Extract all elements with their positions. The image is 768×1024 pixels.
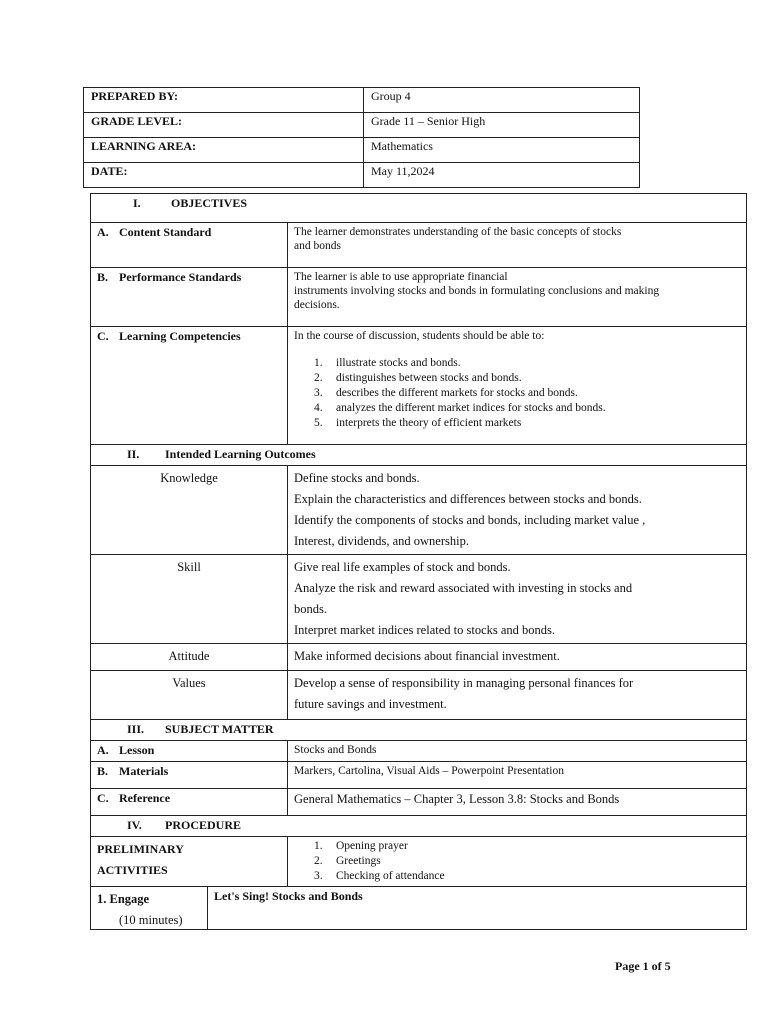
preliminary-activities bbox=[288, 837, 747, 887]
text-line: Identify the components of stocks and bonds, including market value , bbox=[294, 513, 646, 527]
text-line: Explain the characteristics and differences between stocks and bonds. bbox=[294, 492, 642, 506]
attitude-label: Attitude bbox=[91, 644, 288, 671]
attitude-text bbox=[288, 644, 747, 671]
prepared-by-label: PREPARED BY: bbox=[84, 88, 364, 113]
learning-area-value: Mathematics bbox=[364, 138, 640, 163]
list-item bbox=[314, 371, 740, 386]
lesson-label: Lesson bbox=[119, 743, 155, 757]
text-line: bonds. bbox=[294, 602, 327, 616]
text-line: Make informed decisions about financial investment. bbox=[294, 649, 560, 663]
section-subject-matter bbox=[91, 720, 747, 741]
engage-label: 1. Engage bbox=[97, 892, 150, 906]
list-marker: 2. bbox=[314, 855, 323, 867]
learning-competencies-label: Learning Competencies bbox=[119, 329, 241, 343]
engage-activity: Let's Sing! Stocks and Bonds bbox=[214, 889, 363, 903]
list-item-text: distinguishes between stocks and bonds. bbox=[336, 372, 522, 384]
row-letter: B. bbox=[97, 764, 109, 778]
text-line: ACTIVITIES bbox=[97, 863, 168, 877]
skill-label: Skill bbox=[91, 555, 288, 644]
reference-label: Reference bbox=[119, 791, 171, 805]
lesson-value: Stocks and Bonds bbox=[288, 741, 747, 762]
knowledge-row bbox=[91, 466, 747, 555]
grade-level-value: Grade 11 – Senior High bbox=[364, 113, 640, 138]
performance-standards-text bbox=[288, 268, 747, 327]
info-table bbox=[83, 87, 640, 188]
info-row bbox=[84, 88, 640, 113]
row-letter: A. bbox=[97, 225, 109, 239]
competencies-list bbox=[314, 356, 740, 431]
list-item-text: illustrate stocks and bonds. bbox=[336, 357, 461, 369]
grade-level-label: GRADE LEVEL: bbox=[84, 113, 364, 138]
learning-competencies-row bbox=[91, 327, 747, 445]
section-procedure bbox=[91, 816, 747, 837]
content-standard-label: Content Standard bbox=[119, 225, 212, 239]
preliminary-label bbox=[91, 837, 288, 887]
text-line: Develop a sense of responsibility in managing personal finances for bbox=[294, 676, 634, 690]
section-title: SUBJECT MATTER bbox=[165, 722, 274, 736]
row-letter: C. bbox=[97, 329, 109, 343]
text-line: Interpret market indices related to stocks and bonds. bbox=[294, 623, 556, 637]
text-line: future savings and investment. bbox=[294, 697, 447, 711]
skill-text bbox=[288, 555, 747, 644]
info-row bbox=[84, 138, 640, 163]
section-objectives bbox=[91, 194, 747, 223]
text-line: The learner is able to use appropriate financial bbox=[294, 271, 508, 283]
skill-row bbox=[91, 555, 747, 644]
row-letter: A. bbox=[97, 743, 109, 757]
section-number: II. bbox=[127, 447, 140, 461]
list-item bbox=[314, 386, 740, 401]
section-number: I. bbox=[133, 196, 141, 210]
date-label: DATE: bbox=[84, 163, 364, 188]
lesson-row bbox=[91, 741, 747, 762]
materials-row bbox=[91, 762, 747, 789]
attitude-row bbox=[91, 644, 747, 671]
list-marker: 3. bbox=[314, 870, 323, 882]
text-line: decisions. bbox=[294, 299, 340, 311]
list-marker: 3. bbox=[314, 387, 323, 399]
lesson-plan-table bbox=[90, 193, 747, 930]
info-row bbox=[84, 113, 640, 138]
list-item-text: interprets the theory of efficient markets bbox=[336, 417, 522, 429]
section-title: PROCEDURE bbox=[165, 818, 242, 832]
list-item-text: describes the different markets for stocks and bonds. bbox=[336, 387, 578, 399]
text-line: PRELIMINARY bbox=[97, 842, 184, 856]
section-number: III. bbox=[127, 722, 145, 736]
list-item-text: analyzes the different market indices for stocks and bonds. bbox=[336, 402, 606, 414]
list-marker: 2. bbox=[314, 372, 323, 384]
values-text bbox=[288, 671, 747, 720]
prepared-by-value: Group 4 bbox=[364, 88, 640, 113]
list-marker: 1. bbox=[314, 840, 323, 852]
values-label: Values bbox=[91, 671, 288, 720]
page-number: Page 1 of 5 bbox=[615, 959, 671, 973]
text-line: The learner demonstrates understanding of the basic concepts of stocks bbox=[294, 226, 622, 238]
values-row bbox=[91, 671, 747, 720]
section-outcomes bbox=[91, 445, 747, 466]
preliminary-row bbox=[91, 837, 747, 887]
list-item-text: Opening prayer bbox=[336, 840, 408, 852]
list-item bbox=[314, 839, 740, 854]
content-standard-row bbox=[91, 223, 747, 268]
engage-label-cell bbox=[91, 887, 208, 929]
row-letter: C. bbox=[97, 791, 109, 805]
engage-row bbox=[91, 887, 747, 930]
reference-value: General Mathematics – Chapter 3, Lesson 3.8: Stocks and Bonds bbox=[288, 789, 747, 816]
list-marker: 5. bbox=[314, 417, 323, 429]
competencies-intro: In the course of discussion, students should be able to: bbox=[294, 330, 545, 342]
performance-standards-label: Performance Standards bbox=[119, 270, 242, 284]
list-item bbox=[314, 401, 740, 416]
list-item bbox=[314, 869, 740, 884]
list-marker: 1. bbox=[314, 357, 323, 369]
date-value: May 11,2024 bbox=[364, 163, 640, 188]
reference-row bbox=[91, 789, 747, 816]
list-item-text: Greetings bbox=[336, 855, 381, 867]
learning-competencies-text bbox=[288, 327, 747, 445]
list-item bbox=[314, 854, 740, 869]
text-line: Define stocks and bonds. bbox=[294, 471, 420, 485]
text-line: instruments involving stocks and bonds in formulating conclusions and making bbox=[294, 285, 660, 297]
text-line: Give real life examples of stock and bonds. bbox=[294, 560, 511, 574]
list-item bbox=[314, 416, 740, 431]
list-item-text: Checking of attendance bbox=[336, 870, 445, 882]
list-item bbox=[314, 356, 740, 371]
section-title: Intended Learning Outcomes bbox=[165, 447, 316, 461]
learning-area-label: LEARNING AREA: bbox=[84, 138, 364, 163]
text-line: Analyze the risk and reward associated with investing in stocks and bbox=[294, 581, 633, 595]
knowledge-label: Knowledge bbox=[91, 466, 288, 555]
list-marker: 4. bbox=[314, 402, 323, 414]
content-standard-text bbox=[288, 223, 747, 268]
engage-duration: (10 minutes) bbox=[119, 913, 183, 927]
section-title: OBJECTIVES bbox=[171, 196, 248, 210]
text-line: Interest, dividends, and ownership. bbox=[294, 534, 469, 548]
text-line: and bonds bbox=[294, 240, 341, 252]
knowledge-text bbox=[288, 466, 747, 555]
info-row bbox=[84, 163, 640, 188]
row-letter: B. bbox=[97, 270, 109, 284]
materials-value: Markers, Cartolina, Visual Aids – Powerpoint Presentation bbox=[288, 762, 747, 789]
materials-label: Materials bbox=[119, 764, 169, 778]
section-number: IV. bbox=[127, 818, 142, 832]
performance-standards-row bbox=[91, 268, 747, 327]
preliminary-list bbox=[314, 839, 740, 884]
